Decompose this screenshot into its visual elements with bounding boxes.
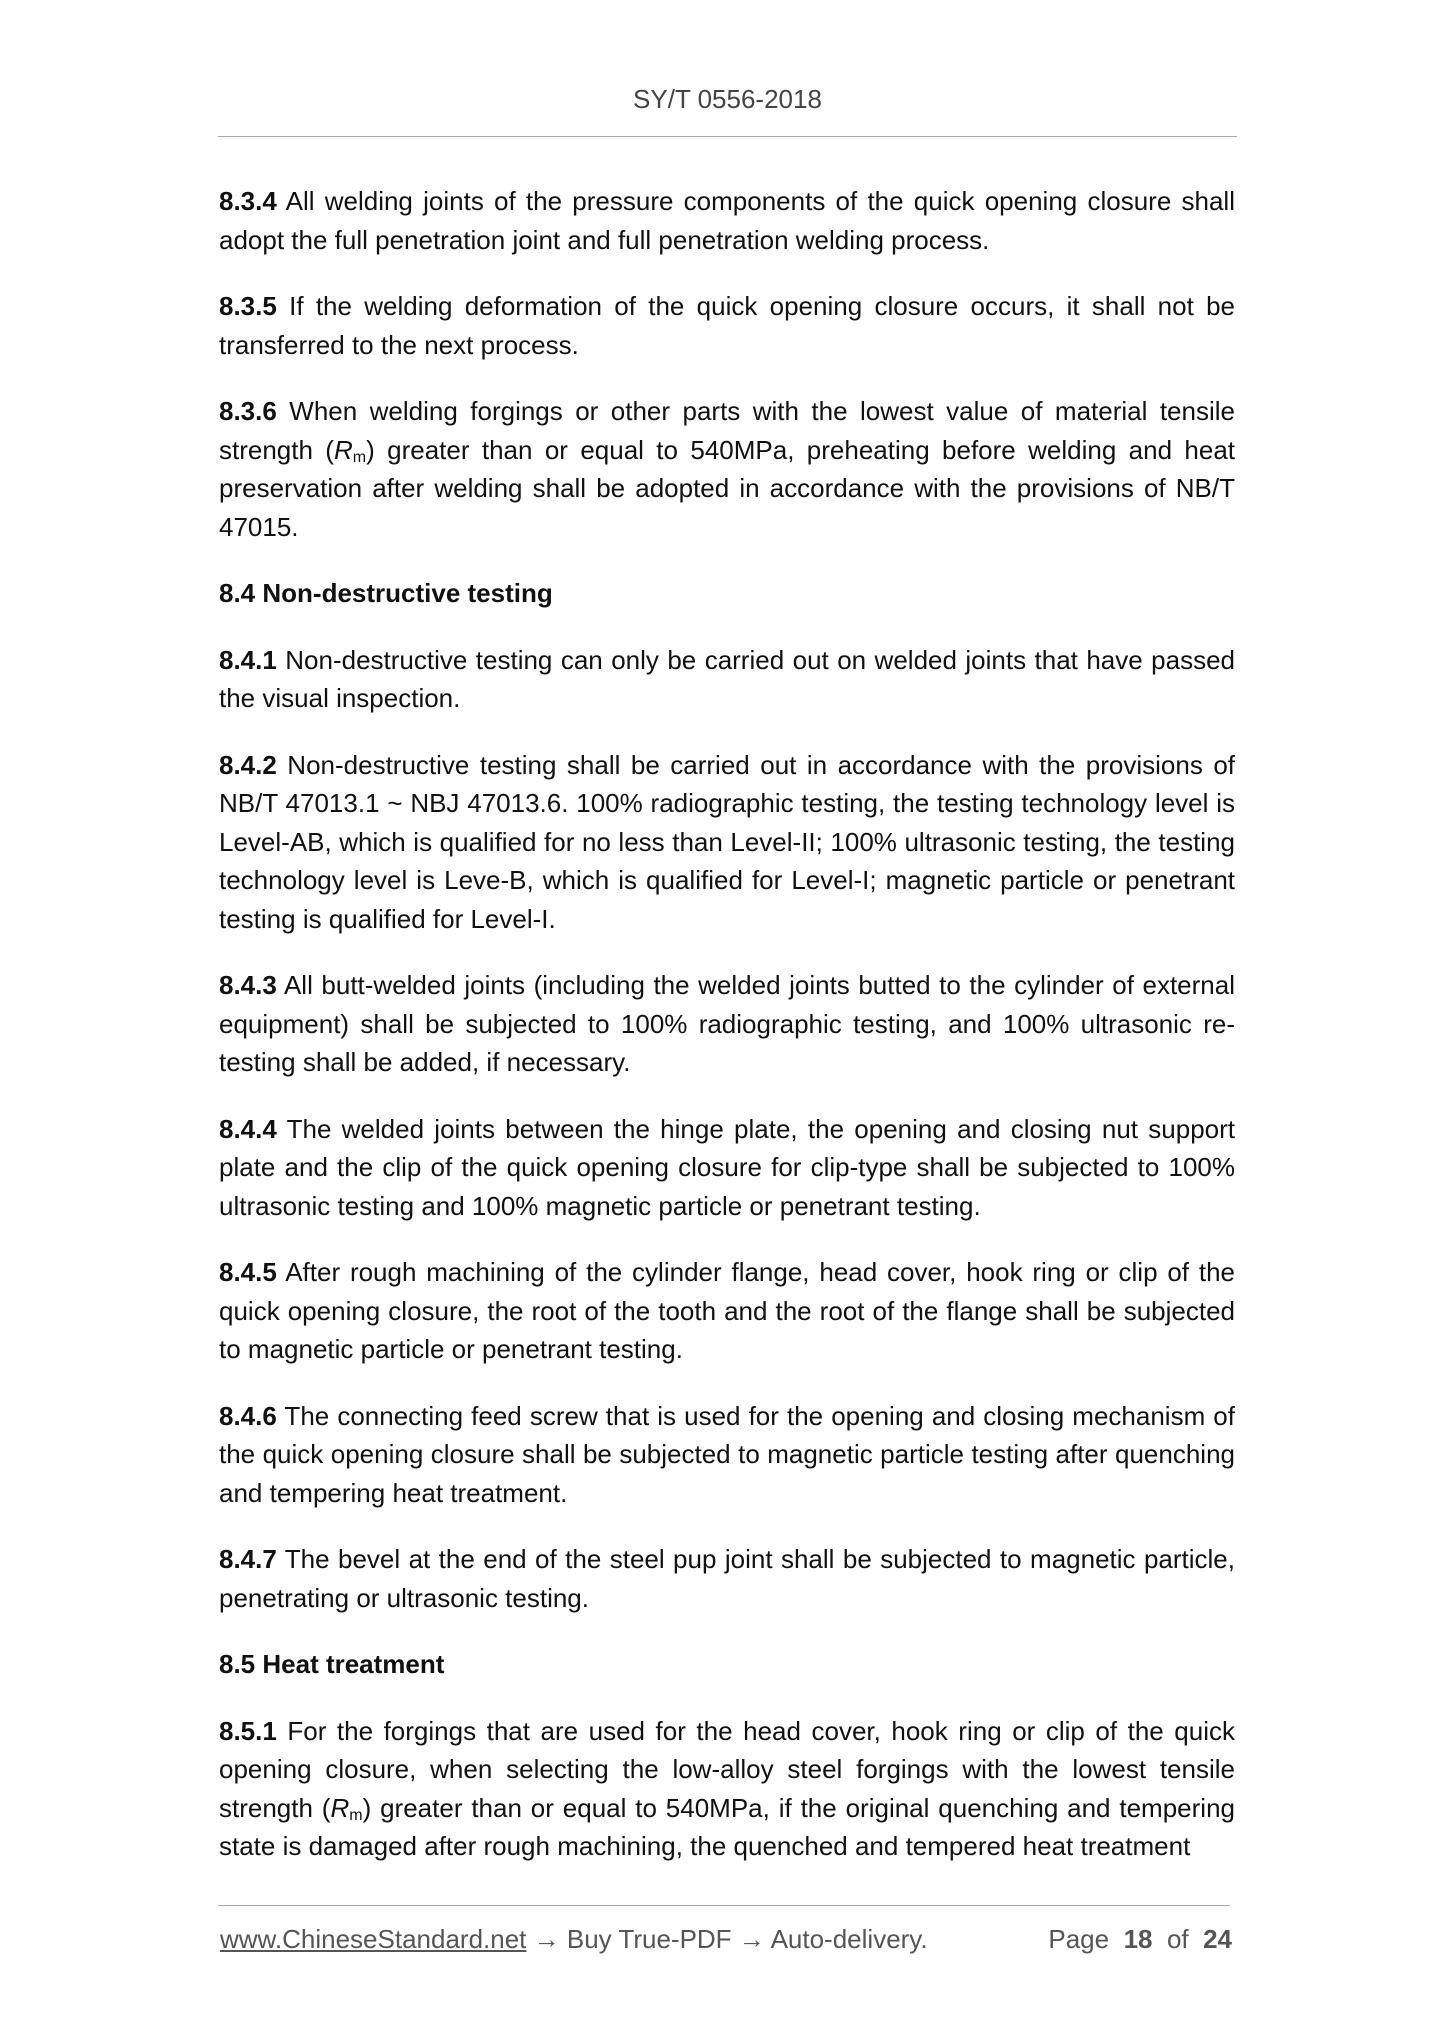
clause-text: Non-destructive testing shall be carried out in accordance with the provisions of NB/T 47013.1 ~ NBJ 47013.6. 100% radiographic testing, the testing technology level is Level-AB, which is qualified for no less than Level-II; 100% ultrasonic testing, the testing technology level is Leve-B, which is qualified for Level-I; magnetic particle or penetrant testing is qualified for Level-I. bbox=[219, 749, 1235, 934]
clause-text: All butt-welded joints (including the welded joints butted to the cylinder of external equipment) shall be subjected to 100% radiographic testing, and 100% ultrasonic re-testing shall be added, if necessary. bbox=[219, 970, 1235, 1077]
clause-number: 8.4.1 bbox=[219, 644, 277, 675]
clause-text: When welding forgings or other parts with the lowest value of material tensile strength ( bbox=[219, 396, 1235, 465]
page-header: SY/T 0556-2018 bbox=[633, 84, 822, 114]
clause-8-3-6 bbox=[219, 392, 1235, 546]
clause-text: All welding joints of the pressure components of the quick opening closure shall adopt the full penetration joint and full penetration welding process. bbox=[219, 186, 1235, 255]
clause-text: If the welding deformation of the quick opening closure occurs, it shall not be transferred to the next process. bbox=[219, 291, 1235, 360]
clause-8-4-1 bbox=[219, 641, 1235, 718]
clause-8-5-1 bbox=[219, 1712, 1235, 1866]
clause-8-4-6 bbox=[219, 1397, 1235, 1513]
clause-8-4-3 bbox=[219, 966, 1235, 1082]
clause-number: 8.5.1 bbox=[219, 1715, 277, 1746]
clause-number: 8.3.4 bbox=[219, 186, 277, 216]
clause-number: 8.3.6 bbox=[219, 396, 277, 426]
clause-8-4-2 bbox=[219, 746, 1235, 939]
page-indicator bbox=[1048, 1924, 1232, 1955]
symbol-subscript: m bbox=[349, 1806, 363, 1824]
symbol-r: R bbox=[330, 1792, 350, 1823]
page-number: 18 bbox=[1123, 1924, 1153, 1954]
footer-tagline: → Buy True-PDF → Auto-delivery. bbox=[526, 1924, 928, 1954]
website-link[interactable]: www.ChineseStandard.net bbox=[220, 1924, 527, 1954]
clause-text: The bevel at the end of the steel pup joint shall be subjected to magnetic particle, penetrating or ultrasonic testing. bbox=[219, 1544, 1235, 1613]
clause-number: 8.4.4 bbox=[219, 1113, 277, 1144]
clause-text: ) greater than or equal to 540MPa, preheating before welding and heat preservation after welding shall be adopted in accordance with the provisions of NB/T 47015. bbox=[219, 434, 1236, 542]
footer-rule bbox=[218, 1905, 1230, 1906]
clause-8-4-4 bbox=[219, 1110, 1235, 1226]
clause-number: 8.4.3 bbox=[219, 970, 277, 1000]
of-label: of bbox=[1166, 1924, 1189, 1954]
clause-number: 8.4.5 bbox=[219, 1257, 277, 1287]
page-footer bbox=[220, 1924, 1232, 1964]
section-heading-8-4: 8.4 Non-destructive testing bbox=[219, 578, 553, 608]
document-body bbox=[219, 182, 1235, 1894]
clause-text: The welded joints between the hinge plate, the opening and closing nut support plate and the clip of the quick opening closure for clip-type shall be subjected to 100% ultrasonic testing and 100% magnetic particle or penetrant testing. bbox=[219, 1113, 1235, 1221]
section-heading-8-5: 8.5 Heat treatment bbox=[219, 1649, 445, 1679]
header-rule bbox=[218, 136, 1237, 137]
clause-text: ) greater than or equal to 540MPa, if the original quenching and tempering state is damaged after rough machining, the quenched and tempered heat treatment bbox=[219, 1792, 1235, 1861]
clause-text: The connecting feed screw that is used for the opening and closing mechanism of the quick opening closure shall be subjected to magnetic particle testing after quenching and tempering heat treatment. bbox=[219, 1400, 1235, 1508]
clause-8-3-4 bbox=[219, 182, 1235, 259]
symbol-r: R bbox=[333, 434, 353, 465]
footer-promo bbox=[220, 1924, 928, 1955]
clause-text: After rough machining of the cylinder flange, head cover, hook ring or clip of the quick opening closure, the root of the tooth and the root of the flange shall be subjected to magnetic particle or penetrant testing. bbox=[219, 1257, 1235, 1364]
clause-text: Non-destructive testing can only be carried out on welded joints that have passed the visual inspection. bbox=[219, 644, 1235, 713]
symbol-subscript: m bbox=[352, 448, 367, 466]
clause-number: 8.4.2 bbox=[219, 749, 277, 780]
clause-number: 8.4.7 bbox=[219, 1544, 277, 1574]
clause-8-4-7 bbox=[219, 1540, 1235, 1617]
clause-number: 8.3.5 bbox=[219, 291, 277, 321]
clause-text: For the forgings that are used for the head cover, hook ring or clip of the quick opening closure, when selecting the low-alloy steel forgings with the lowest tensile strength ( bbox=[219, 1715, 1235, 1823]
clause-8-4-5 bbox=[219, 1253, 1235, 1369]
page-label: Page bbox=[1048, 1924, 1110, 1954]
page-total: 24 bbox=[1203, 1924, 1232, 1954]
clause-8-3-5 bbox=[219, 287, 1235, 364]
clause-number: 8.4.6 bbox=[219, 1400, 277, 1431]
